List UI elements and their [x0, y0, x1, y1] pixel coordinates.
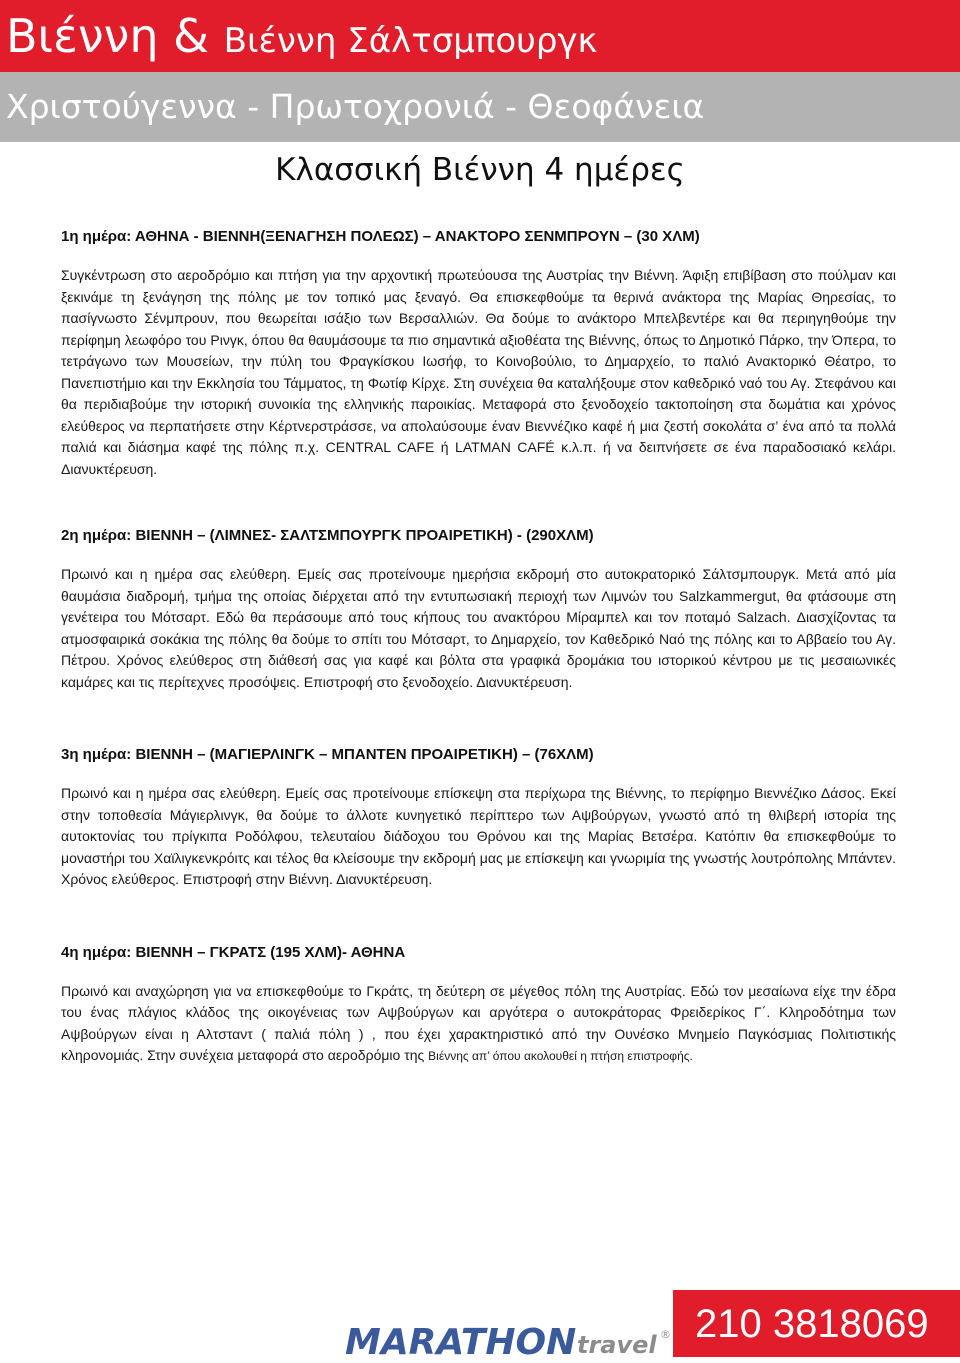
phone-box	[673, 1290, 960, 1357]
header-title-bar	[0, 0, 960, 72]
header-subtitle-bar	[0, 72, 960, 142]
day-4-paragraph	[61, 981, 896, 1068]
header-title-main: Βιέννη &	[6, 9, 210, 63]
header-title	[6, 10, 598, 67]
day-4-text: Πρωινό και αναχώρηση για να επισκεφθούμε το Γκράτς, τη δεύτερη σε μέγεθος πόλη της Αυστρίας. Εδώ τον μεσαίωνα είχε την έδρα του ένας πλάγιος κλάδος της οικογένειας των Αψβούργων και αργότερα ο αυτοκράτορας Φρειδερίκος Γ΄. Κληροδότημα των Αψβούργων είναι η Αλτσταντ ( παλιά πόλη ) , που έχει χαρακτηριστικό από την Ουνέσκο Μνημείο Παγκόσμιας Πολιτιστικής κληρονομιάς. Στην συνέχεια μεταφορά στο αεροδρόμιο της	[61, 982, 896, 1063]
marathon-travel-logo	[345, 1318, 675, 1358]
header-subtitle: Χριστούγεννα - Πρωτοχρονιά - Θεοφάνεια	[6, 87, 705, 126]
day-2-text: Πρωινό και η ημέρα σας ελεύθερη. Εμείς σας προτείνουμε ημερήσια εκδρομή στο αυτοκρατορικό Σάλτσμπουργκ. Μετά από μία θαυμάσια διαδρομή, τμήμα της οποίας διέρχεται από την εντυπωσιακή περιοχή των Λιμνών του Salzkammergut, θα φτάσουμε στη γενέτειρα του Μότσαρτ. Εδώ θα περάσουμε από τους κήπους του ανακτόρου Μίραμπελ και τον ποταμό Salzach. Διασχίζοντας τα ατμοσφαιρικά σοκάκια της πόλης θα δούμε το σπίτι του Μότσαρτ, το Δημαρχείο, τον Καθεδρικό Ναό της πόλης και το Αββαείο του Αγ. Πέτρου. Χρόνος ελεύθερος στη διάθεσή σας για καφέ και βόλτα στα γραφικά δρομάκια του ιστορικού κέντρου με τις μεσαιωνικές καμάρες και τις περίτεχνες προσόψεις. Επιστροφή στο ξενοδοχείο. Διανυκτέρευση.	[61, 566, 896, 690]
day-2	[61, 526, 896, 693]
day-2-heading: 2η ημέρα: ΒΙΕΝΝΗ – (ΛΙΜΝΕΣ- ΣΑΛΤΣΜΠΟΥΡΓΚ ΠΡΟΑΙΡΕΤΙΚΗ) - (290ΧΛΜ)	[61, 527, 594, 544]
day-1	[61, 227, 896, 480]
itinerary	[61, 227, 896, 1068]
day-4-text-end: Βιέννης απ’ όπου ακολουθεί η πτήση επιστροφής.	[428, 1049, 693, 1063]
phone-number: 210 3818069	[695, 1302, 929, 1346]
day-1-heading: 1η ημέρα: ΑΘΗΝΑ - ΒΙΕΝΝΗ(ΞΕΝΑΓΗΣΗ ΠΟΛΕΩΣ) – ΑΝΑΚΤΟΡΟ ΣΕΝΜΠΡΟΥΝ – (30 ΧΛΜ)	[61, 228, 700, 245]
logo-subtext: travel	[577, 1331, 657, 1358]
header-title-sub: Βιέννη Σάλτσμπουργκ	[223, 21, 598, 61]
day-1-text: Συγκέντρωση στο αεροδρόμιο και πτήση για την αρχοντική πρωτεύουσα της Αυστρίας την Βιέννη. Άφιξη επιβίβαση στο πούλμαν και ξεκινάμε τη ξενάγηση της πόλης με τον τοπικό μας ξεναγό. Θα επισκεφθούμε τα θερινά ανάκτορα της Μαρίας Θηρεσίας, το πασίγνωστο Σένμπρουν, που θεωρείται ισάξιο των Βερσαλλιών. Θα δούμε το ανάκτορο Μπελβεντέρε και θα περιηγηθούμε την περίφημη λεωφόρο του Ρινγκ, όπου θα θαυμάσουμε τα πιο σημαντικά αξιοθέατα της Βιέννης, όπως το Δημοτικό Πάρκο, την Όπερα, το τετράγωνο των Μουσείων, την πύλη του Φραγκίσκου Ιωσήφ, το Κοινοβούλιο, το Δημαρχείο, το παλιό Ανακτορικό Θέατρο, το Πανεπιστήμιο και την Εκκλησία του Τάμματος, τη Φωτίφ Κίρχε. Στη συνέχεια θα καταλήξουμε στον καθεδρικό ναό του Αγ. Στεφάνου και θα περιδιαβούμε την ιστορική συνοικία της ελληνικής παροικίας. Μεταφορά στο ξενοδοχείο τακτοποίηση στα δωμάτια και χρόνος ελεύθερος να περπατήσετε στην Κέρτνερστράσσε, να απολαύσουμε έναν Βιεννέζικο καφέ ή μια ζεστή σοκολάτα σ’ ένα από τα πολλά παλιά και διάσημα καφέ της πόλης π.χ. CENTRAL CAFE ή LATMAN CAFÉ κ.λ.π. ή να δειπνήσετε σε ένα παραδοσιακό κελάρι. Διανυκτέρευση.	[61, 267, 896, 477]
day-3-text: Πρωινό και η ημέρα σας ελεύθερη. Εμείς σας προτείνουμε επίσκεψη στα περίχωρα της Βιέννης, το περίφημο Βιεννέζικο Δάσος. Εκεί στην τοποθεσία Μάγιερλινγκ, θα δούμε το άλλοτε κυνηγετικό περίπτερο των Αψβούργων, γνωστό από τη θλιβερή ιστορία της αυτοκτονίας του πρίγκιπα Ροδόλφου, τελευταίου διάδοχου του Θρόνου και της Μαρίας Βετσέρα. Κατόπιν θα επισκεφθούμε το μοναστήρι του Χαϊλιγκενκρόιτς και τέλος θα κλείσουμε την εκδρομή μας με επίσκεψη και γνωριμία της γνωστής λουτρόπολης Μπάντεν. Χρόνος ελεύθερος. Επιστροφή στην Βιέννη. Διανυκτέρευση.	[61, 785, 896, 887]
logo-text: MARATHON	[345, 1322, 577, 1358]
page-title: Κλασσική Βιέννη 4 ημέρες	[275, 152, 685, 188]
day-4-heading: 4η ημέρα: ΒΙΕΝΝΗ – ΓΚΡΑΤΣ (195 ΧΛΜ)- ΑΘΗΝΑ	[61, 943, 406, 961]
day-3-heading: 3η ημέρα: ΒΙΕΝΝΗ – (ΜΑΓΙΕΡΛΙΝΓΚ – ΜΠΑΝΤΕΝ ΠΡΟΑΙΡΕΤΙΚΗ) – (76ΧΛΜ)	[61, 746, 594, 763]
logo-graphic	[345, 1318, 675, 1358]
day-3	[61, 745, 896, 891]
day-4	[61, 943, 896, 1068]
registered-mark: ®	[660, 1328, 671, 1341]
